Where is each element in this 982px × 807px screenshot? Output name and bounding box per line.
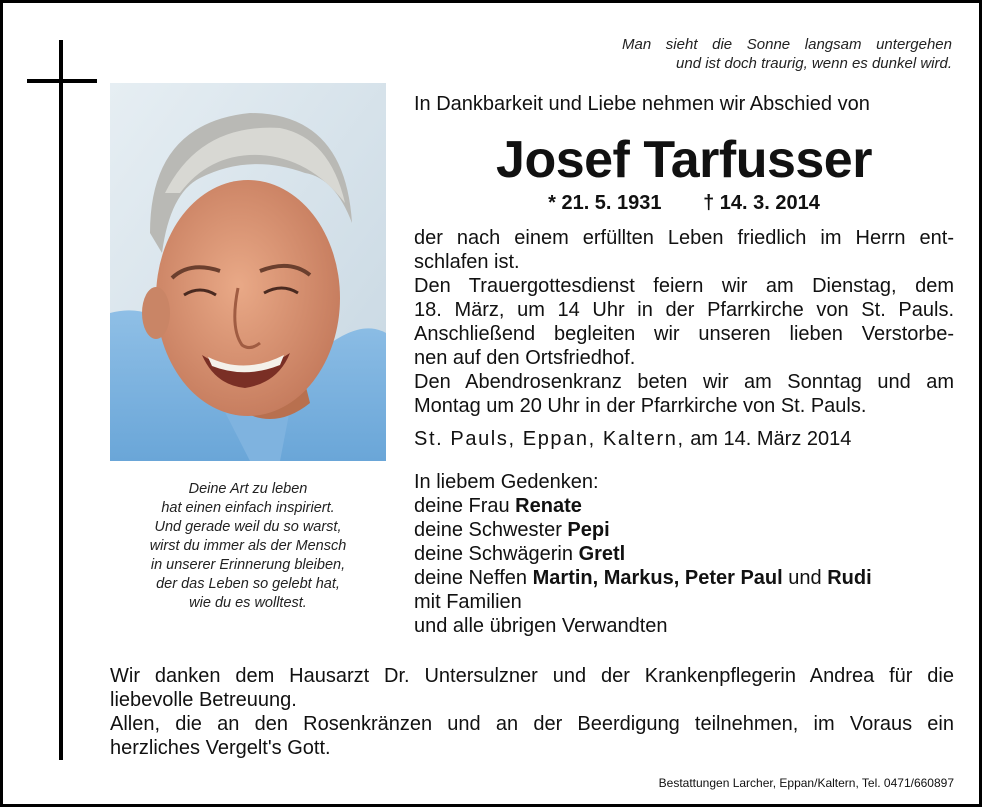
motto-line: Man sieht die Sonne langsam untergehen — [622, 36, 952, 53]
body-line: Den Abendrosenkranz beten wir am Sonntag und am — [414, 371, 954, 393]
body-line: Den Trauergottesdienst feiern wir am Dienstag, dem — [414, 275, 954, 297]
place-and-date — [414, 428, 851, 451]
memorial-poem — [110, 480, 386, 613]
mourner-nephews: deine Neffen Martin, Markus, Peter Paul und Rudi — [414, 567, 872, 589]
death-date: † 14. 3. 2014 — [703, 192, 820, 214]
cross-vertical-bar — [59, 40, 63, 760]
body-line: Anschließend begleiten wir unseren lieben Verstorbe- — [414, 323, 954, 345]
body-line: nen auf den Ortsfriedhof. — [414, 347, 636, 369]
portrait-photo — [110, 83, 386, 461]
announcement-date: am 14. März 2014 — [690, 428, 852, 450]
thanks-line: Allen, die an den Rosenkränzen und an der Beerdigung teilnehmen, im Voraus ein — [110, 713, 954, 735]
acknowledgement-text — [110, 664, 954, 760]
poem-line: der das Leben so gelebt hat, — [156, 576, 340, 592]
poem-line: Und gerade weil du so warst, — [154, 519, 342, 535]
thanks-line: liebevolle Betreuung. — [110, 689, 297, 711]
motto-quote — [622, 35, 952, 73]
motto-line: und ist doch traurig, wenn es dunkel wird. — [676, 55, 952, 72]
place-names: St. Pauls, Eppan, Kaltern, — [414, 428, 685, 450]
mourner-wife: deine Frau Renate — [414, 495, 582, 517]
body-line: Montag um 20 Uhr in der Pfarrkirche von St. Pauls. — [414, 395, 867, 417]
portrait-image — [110, 83, 386, 461]
mourner-sister: deine Schwester Pepi — [414, 519, 610, 541]
mourner-name: Pepi — [567, 519, 610, 541]
poem-line: wirst du immer als der Mensch — [149, 538, 347, 554]
mourner-name: Gretl — [578, 543, 626, 565]
body-line: der nach einem erfüllten Leben friedlich im Herrn ent- — [414, 227, 954, 249]
poem-line: in unserer Erinnerung bleiben, — [150, 557, 346, 573]
intro-line: In Dankbarkeit und Liebe nehmen wir Abschied von — [414, 93, 870, 115]
mourner-name: Rudi — [827, 567, 872, 589]
mourner-families: mit Familien — [414, 591, 522, 613]
mourner-name: Martin, Markus, Peter Paul — [532, 567, 783, 589]
body-line: 18. März, um 14 Uhr in der Pfarrkirche von St. Pauls. — [414, 299, 954, 321]
funeral-home-credit: Bestattungen Larcher, Eppan/Kaltern, Tel. 0471/660897 — [658, 776, 954, 790]
poem-line: hat einen einfach inspiriert. — [161, 500, 335, 516]
mourner-sister-in-law: deine Schwägerin Gretl — [414, 543, 626, 565]
body-line: schlafen ist. — [414, 251, 520, 273]
deceased-name: Josef Tarfusser — [496, 131, 872, 189]
cross-horizontal-bar — [27, 79, 97, 83]
poem-line: Deine Art zu leben — [188, 481, 308, 497]
mourner-relatives: und alle übrigen Verwandten — [414, 615, 668, 637]
mourners-heading: In liebem Gedenken: — [414, 471, 599, 493]
birth-date: * 21. 5. 1931 — [548, 192, 662, 214]
thanks-line: Wir danken dem Hausarzt Dr. Untersulzner und der Krankenpflegerin Andrea für die — [110, 665, 954, 687]
mourner-name: Renate — [515, 495, 582, 517]
poem-line: wie du es wolltest. — [189, 595, 307, 611]
mourners-list — [414, 470, 872, 638]
life-dates — [414, 192, 954, 215]
thanks-line: herzliches Vergelt's Gott. — [110, 737, 331, 759]
announcement-text — [414, 226, 954, 418]
